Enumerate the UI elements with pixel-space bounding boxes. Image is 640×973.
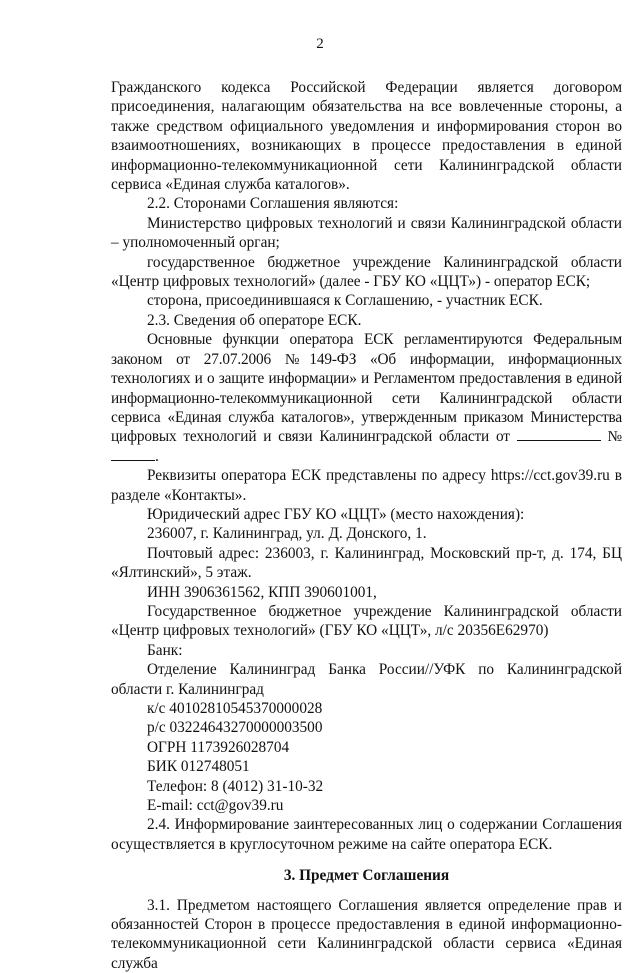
paragraph: Отделение Калининград Банка России//УФК по Калининградской области г. Калининград [111, 661, 622, 698]
paragraph: Телефон: 8 (4012) 31-10-32 [147, 777, 324, 795]
paragraph: к/с 40102810545370000028 [147, 700, 323, 717]
paragraph-order-reference: Основные функции оператора ЕСК регламентируются Федеральным законом от 27.07.2006 №149-ФЗ «Об информации, информационных технологиях и о защите информации» и Регламентом предоставления в единой информационно-телекоммуникационной сети Калининградской области сервиса «Единая служба каталогов», утвержденным приказом Министерства цифровых технологий и связи Калининградской области от №. [111, 331, 622, 465]
paragraph: Реквизиты оператора ЕСК представлены по адресу https://cct.gov39.ru в разделе «Контакты». [111, 467, 622, 504]
paragraph: ИНН 3906361562, КПП 390601001, [147, 583, 377, 601]
paragraph: 236007, г. Калининград, ул. Д. Донского, 1. [147, 525, 427, 543]
page-number: 2 [316, 36, 324, 52]
paragraph: сторона, присоединившаяся к Соглашению, - участник ЕСК. [147, 292, 543, 310]
paragraph: Банк: [147, 641, 183, 659]
paragraph: Министерство цифровых технологий и связи Калининградской области – уполномоченный орган; [111, 214, 622, 252]
section-title: 3. Предмет Соглашения [283, 867, 450, 885]
paragraph: Юридический адрес ГБУ КО «ЦЦТ» (место нахождения): [147, 505, 525, 523]
paragraph: 2.3. Сведения об операторе ЕСК. [147, 311, 362, 329]
paragraph: 3.1. Предметом настоящего Соглашения является определение прав и обязанностей Сторон в процессе предоставления в единой информационно-телекоммуникационной сети Калининградской области сервиса «Единая служба [111, 896, 622, 972]
paragraph: Почтовый адрес: 236003, г. Калининград, Московский пр-т, д. 174, БЦ «Ялтинский», 5 этаж. [111, 544, 622, 582]
number-sign: № [607, 428, 622, 446]
document-body [111, 78, 622, 973]
paragraph: E-mail: cct@gov39.ru [147, 797, 284, 815]
paragraph: 2.4. Информирование заинтересованных лиц о содержании Соглашения осуществляется в круглосуточном режиме на сайте оператора ЕСК. [111, 816, 622, 853]
paragraph: ОГРН 1173926028704 [147, 738, 290, 756]
paragraph: 2.2. Сторонами Соглашения являются: [147, 195, 399, 213]
number-blank [111, 448, 155, 461]
paragraph: государственное бюджетное учреждение Калининградской области «Центр цифровых технологий» (далее - ГБУ КО «ЦЦТ») - оператор ЕСК; [111, 253, 622, 291]
paragraph: Государственное бюджетное учреждение Калининградской области «Центр цифровых технологий» (ГБУ КО «ЦЦТ», л/с 20356Е62970) [111, 602, 622, 640]
paragraph: Гражданского кодекса Российской Федерации является договором присоединения, налагающим обязательства на все вовлеченные стороны, а также средством официального уведомления и информирования сторон во взаимоотношениях, возникающих в процессе предоставления в единой информационно-телекоммуникационной сети Калининградской области сервиса «Единая служба каталогов». [111, 79, 622, 194]
paragraph: БИК 012748051 [147, 758, 250, 776]
paragraph: р/с 03224643270000003500 [147, 719, 323, 737]
date-blank [517, 428, 601, 441]
paragraph-text: Основные функции оператора ЕСК регламентируются Федеральным законом от 27.07.2006 №149-ФЗ «Об информации, информационных технологиях и о защите информации» и Регламентом предоставления в единой информационно-телекоммуникационной сети Калининградской области сервиса «Единая служба каталогов», утвержденным приказом Министерства цифровых технологий и связи Калининградской области от [111, 331, 622, 446]
